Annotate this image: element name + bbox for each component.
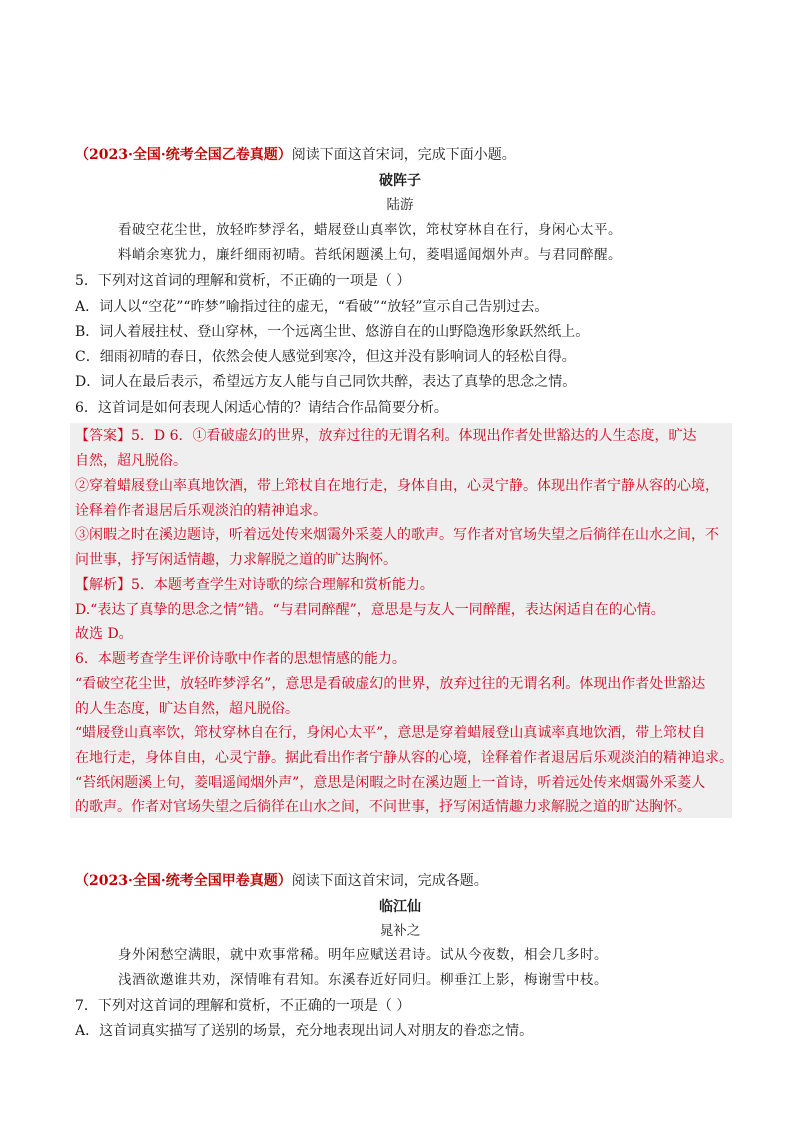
analysis-line: D.“表达了真挚的思念之情”错。“与君同醉醒”，意思是与友人一同醉醒，表达闲适自在的心情。: [75, 602, 665, 618]
question-header-2: [75, 870, 725, 892]
poem-title: 破阵子: [379, 173, 421, 189]
answer-line: 诠释着作者退居后乐观淡泊的精神追求。: [75, 503, 327, 519]
analysis-line: 故选 D。: [75, 626, 133, 642]
intro-text: 阅读下面这首宋词，完成下面小题。: [291, 147, 516, 163]
answer-line: ③闲暇之时在溪边题诗，听着远处传来烟霭外采菱人的歌声。写作者对官场失望之后徜徉在山水之间，不: [75, 527, 719, 543]
option-a: A．这首词真实描写了送别的场景，充分地表现出词人对朋友的眷恋之情。: [75, 1023, 534, 1039]
poem-line: 浅酒欲邀谁共劝，深情唯有君知。东溪春近好同归。柳垂江上影，梅谢雪中枝。: [118, 972, 608, 988]
analysis-line: 在地行走，身体自由，心灵宁静。据此看出作者宁静从容的心境，诠释着作者退居后乐观淡泊的精神追求。: [75, 750, 733, 766]
option-d: D．词人在最后表示，希望远方友人能与自己同饮共醉，表达了真挚的思念之情。: [75, 374, 577, 390]
poem-author: 晁补之: [379, 923, 421, 939]
intro-text: 阅读下面这首宋词，完成各题。: [291, 873, 488, 889]
question-stem: 5．下列对这首词的理解和赏析，不正确的一项是（ ）: [75, 273, 411, 289]
option-a: A．词人以“空花”“昨梦”喻指过往的虚无，“看破”“放轻”宣示自己告别过去。: [75, 299, 549, 315]
option-b: B．词人着屐拄杖、登山穿林，一个远离尘世、悠游自在的山野隐逸形象跃然纸上。: [75, 324, 590, 340]
answer-line: ②穿着蜡屐登山率真地饮酒，带上筇杖自在地行走，身体自由，心灵宁静。体现出作者宁静从容的心境，: [75, 478, 719, 494]
option-c: C．细雨初晴的春日，依然会使人感觉到寒冷，但这并没有影响词人的轻松自得。: [75, 349, 576, 365]
analysis-line: 的歌声。作者对官场失望之后徜徉在山水之间，不问世事，抒写闲适情趣力求解脱之道的旷达胸怀。: [75, 799, 691, 815]
answer-line: 自然，超凡脱俗。: [75, 453, 187, 469]
analysis-line: “苔纸闲题溪上句，菱唱遥闻烟外声”，意思是闲暇之时在溪边题上一首诗，听着远处传来烟霭外采菱人: [75, 775, 706, 791]
source-tag: （2023·全国·统考全国甲卷真题）: [75, 873, 292, 889]
question-stem: 6．这首词是如何表现人闲适心情的？请结合作品简要分析。: [75, 400, 448, 416]
analysis-line: 6．本题考查学生评价诗歌中作者的思想情感的能力。: [75, 651, 406, 667]
poem-author: 陆游: [386, 197, 414, 213]
analysis-line: 的人生态度，旷达自然，超凡脱俗。: [75, 701, 299, 717]
question-stem: 7．下列对这首词的理解和赏析，不正确的一项是（ ）: [75, 998, 411, 1014]
poem-line: 看破空花尘世，放轻昨梦浮名，蜡屐登山真率饮，筇杖穿林自在行，身闲心太平。: [118, 222, 622, 238]
analysis-line: “看破空花尘世，放轻昨梦浮名”，意思是看破虚幻的世界，放弃过往的无谓名利。体现出作者处世豁达: [75, 676, 706, 692]
answer-line: 问世事，抒写闲适情趣，力求解脱之道的旷达胸怀。: [75, 552, 397, 568]
analysis-line: “蜡屐登山真率饮，筇杖穿林自在行，身闲心太平”，意思是穿着蜡屐登山真诚率真地饮酒，带上筇杖自: [75, 725, 706, 741]
analysis-line: 【解析】5．本题考查学生对诗歌的综合理解和赏析能力。: [75, 577, 434, 593]
source-tag: （2023·全国·统考全国乙卷真题）: [75, 147, 292, 163]
poem-line: 料峭余寒犹力，廉纤细雨初晴。苔纸闲题溪上句，菱唱遥闻烟外声。与君同醉醒。: [118, 247, 622, 263]
question-header-1: [75, 144, 725, 166]
poem-line: 身外闲愁空满眼，就中欢事常稀。明年应赋送君诗。试从今夜数，相会几多时。: [118, 947, 608, 963]
answer-line: 【答案】5．D 6．①看破虚幻的世界，放弃过往的无谓名利。体现出作者处世豁达的人生态度，旷达: [75, 428, 697, 444]
poem-title: 临江仙: [379, 899, 421, 915]
